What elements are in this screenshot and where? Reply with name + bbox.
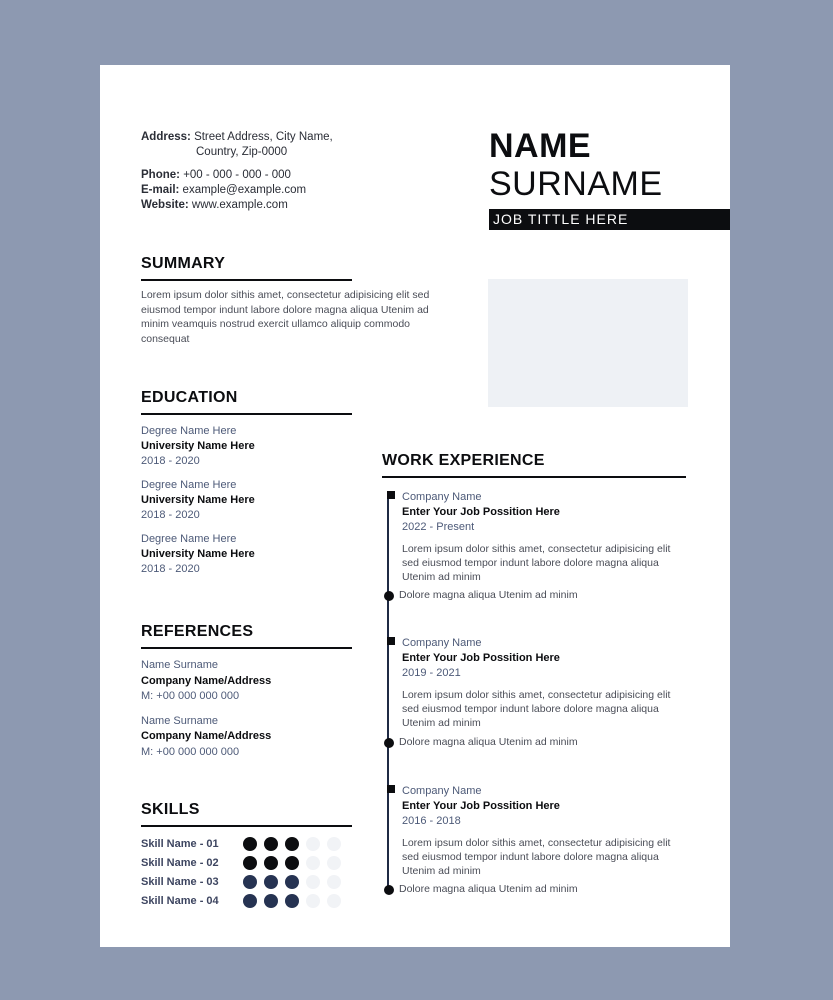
- job-body: [402, 490, 688, 584]
- reference-phone: M: +00 000 000 000: [141, 690, 240, 702]
- education-item: [141, 532, 352, 577]
- skill-label: Skill Name - 03: [141, 875, 219, 888]
- last-name: SURNAME: [489, 165, 663, 203]
- job-entry: [388, 784, 688, 895]
- reference-name: Name Surname: [141, 714, 219, 727]
- website-value: www.example.com: [191, 199, 288, 211]
- skill-dot-filled-icon: [285, 856, 299, 870]
- job-description: Lorem ipsum dolor sithis amet, consectetur adipisicing elit sed eiusmod tempor indunt labore dolore magna aliqua Utenim ad minim: [402, 689, 671, 729]
- education-years: 2018 - 2020: [141, 455, 200, 467]
- job-body: [402, 784, 688, 878]
- website-line: [141, 198, 371, 213]
- resume-page: [100, 65, 730, 947]
- timeline-square-icon: [387, 637, 395, 645]
- job-position: Enter Your Job Possition Here: [402, 800, 560, 812]
- skill-dot-empty-icon: [327, 856, 341, 870]
- skill-dot-empty-icon: [327, 894, 341, 908]
- job-end-note: Dolore magna aliqua Utenim ad minim: [399, 736, 578, 748]
- skill-dot-empty-icon: [306, 875, 320, 889]
- skill-dot-filled-icon: [243, 837, 257, 851]
- skill-dot-empty-icon: [306, 856, 320, 870]
- skill-dot-filled-icon: [285, 837, 299, 851]
- company-name: Company Name: [402, 491, 482, 503]
- skill-label: Skill Name - 02: [141, 856, 219, 869]
- references-section: [141, 623, 352, 760]
- first-name: NAME: [489, 127, 592, 165]
- skill-dot-empty-icon: [306, 894, 320, 908]
- reference-name: Name Surname: [141, 659, 219, 671]
- job-years: 2019 - 2021: [402, 667, 461, 679]
- skill-rating: [243, 875, 341, 889]
- summary-text: Lorem ipsum dolor sithis amet, consectetur adipisicing elit sed eiusmod tempor indunt labore dolore magna aliqua Utenim ad minim veamquis nostrud exercit ullamco aliquip commodo consequat: [141, 289, 430, 345]
- skill-dot-filled-icon: [243, 875, 257, 889]
- section-divider: [382, 476, 686, 478]
- job-position: Enter Your Job Possition Here: [402, 652, 560, 664]
- timeline-square-icon: [387, 785, 395, 793]
- summary-title: SUMMARY: [141, 255, 226, 272]
- work-section: [382, 452, 686, 478]
- skill-dot-filled-icon: [264, 875, 278, 889]
- address-value-2: Country, Zip-0000: [196, 146, 288, 158]
- email-line: [141, 183, 371, 198]
- summary-section: [141, 255, 430, 346]
- skill-dot-filled-icon: [264, 894, 278, 908]
- phone-line: [141, 168, 371, 183]
- skill-dot-filled-icon: [285, 875, 299, 889]
- job-end-note: Dolore magna aliqua Utenim ad minim: [399, 883, 578, 895]
- address-line: [141, 130, 371, 145]
- section-divider: [141, 279, 352, 281]
- skill-dot-empty-icon: [327, 837, 341, 851]
- job-title-banner: JOB TITTLE HERE: [489, 209, 730, 230]
- job-end-note: Dolore magna aliqua Utenim ad minim: [399, 589, 578, 601]
- timeline-dot-icon: [384, 885, 394, 895]
- website-label: Website:: [141, 199, 189, 211]
- university-name: University Name Here: [141, 548, 255, 560]
- reference-item: [141, 714, 352, 761]
- name-block: [489, 127, 663, 203]
- skills-section: [141, 801, 352, 908]
- degree-name: Degree Name Here: [141, 533, 237, 545]
- skills-list: [141, 836, 352, 908]
- address-value: Street Address, City Name,: [194, 131, 333, 143]
- skill-rating: [243, 894, 341, 908]
- address-label: Address:: [141, 131, 191, 143]
- contact-block: [141, 130, 371, 213]
- skill-dot-empty-icon: [327, 875, 341, 889]
- education-item: [141, 478, 352, 523]
- skill-row: [141, 874, 352, 889]
- skill-dot-empty-icon: [306, 837, 320, 851]
- company-name: Company Name: [402, 785, 482, 797]
- phone-label: Phone:: [141, 169, 180, 181]
- skill-dot-filled-icon: [243, 856, 257, 870]
- job-description: Lorem ipsum dolor sithis amet, consectetur adipisicing elit sed eiusmod tempor indunt labore dolore magna aliqua Utenim ad minim: [402, 837, 671, 877]
- job-position: Enter Your Job Possition Here: [402, 506, 560, 518]
- section-divider: [141, 647, 352, 649]
- skill-row: [141, 836, 352, 851]
- reference-item: [141, 658, 352, 705]
- job-description: Lorem ipsum dolor sithis amet, consectetur adipisicing elit sed eiusmod tempor indunt labore dolore magna aliqua Utenim ad minim: [402, 543, 671, 583]
- timeline-dot-icon: [384, 591, 394, 601]
- education-years: 2018 - 2020: [141, 509, 200, 521]
- skill-dot-filled-icon: [243, 894, 257, 908]
- reference-company: Company Name/Address: [141, 730, 272, 742]
- skill-dot-filled-icon: [264, 837, 278, 851]
- reference-phone: M: +00 000 000 000: [141, 745, 240, 758]
- degree-name: Degree Name Here: [141, 479, 237, 491]
- photo-placeholder: [488, 279, 688, 407]
- email-value: example@example.com: [182, 184, 307, 196]
- job-years: 2022 - Present: [402, 521, 475, 533]
- skill-dot-filled-icon: [264, 856, 278, 870]
- university-name: University Name Here: [141, 494, 255, 506]
- education-years: 2018 - 2020: [141, 563, 200, 575]
- references-title: REFERENCES: [141, 623, 254, 640]
- skill-rating: [243, 856, 341, 870]
- university-name: University Name Here: [141, 440, 255, 452]
- timeline-square-icon: [387, 491, 395, 499]
- education-item: [141, 424, 352, 469]
- job-years: 2016 - 2018: [402, 815, 461, 827]
- degree-name: Degree Name Here: [141, 425, 237, 437]
- email-label: E-mail:: [141, 184, 180, 196]
- timeline-dot-icon: [384, 738, 394, 748]
- section-divider: [141, 825, 352, 827]
- section-divider: [141, 413, 352, 415]
- skill-row: [141, 855, 352, 870]
- reference-company: Company Name/Address: [141, 674, 272, 687]
- job-entry: [388, 490, 688, 601]
- education-section: [141, 389, 352, 577]
- job-body: [402, 636, 688, 730]
- phone-value: +00 - 000 - 000 - 000: [183, 169, 291, 181]
- skill-label: Skill Name - 01: [141, 837, 219, 850]
- skills-title: SKILLS: [141, 801, 200, 818]
- work-title: WORK EXPERIENCE: [382, 452, 545, 469]
- skill-row: [141, 893, 352, 908]
- skill-rating: [243, 837, 341, 851]
- skill-dot-filled-icon: [285, 894, 299, 908]
- company-name: Company Name: [402, 637, 482, 649]
- education-title: EDUCATION: [141, 389, 238, 406]
- skill-label: Skill Name - 04: [141, 894, 219, 907]
- job-entry: [388, 636, 688, 748]
